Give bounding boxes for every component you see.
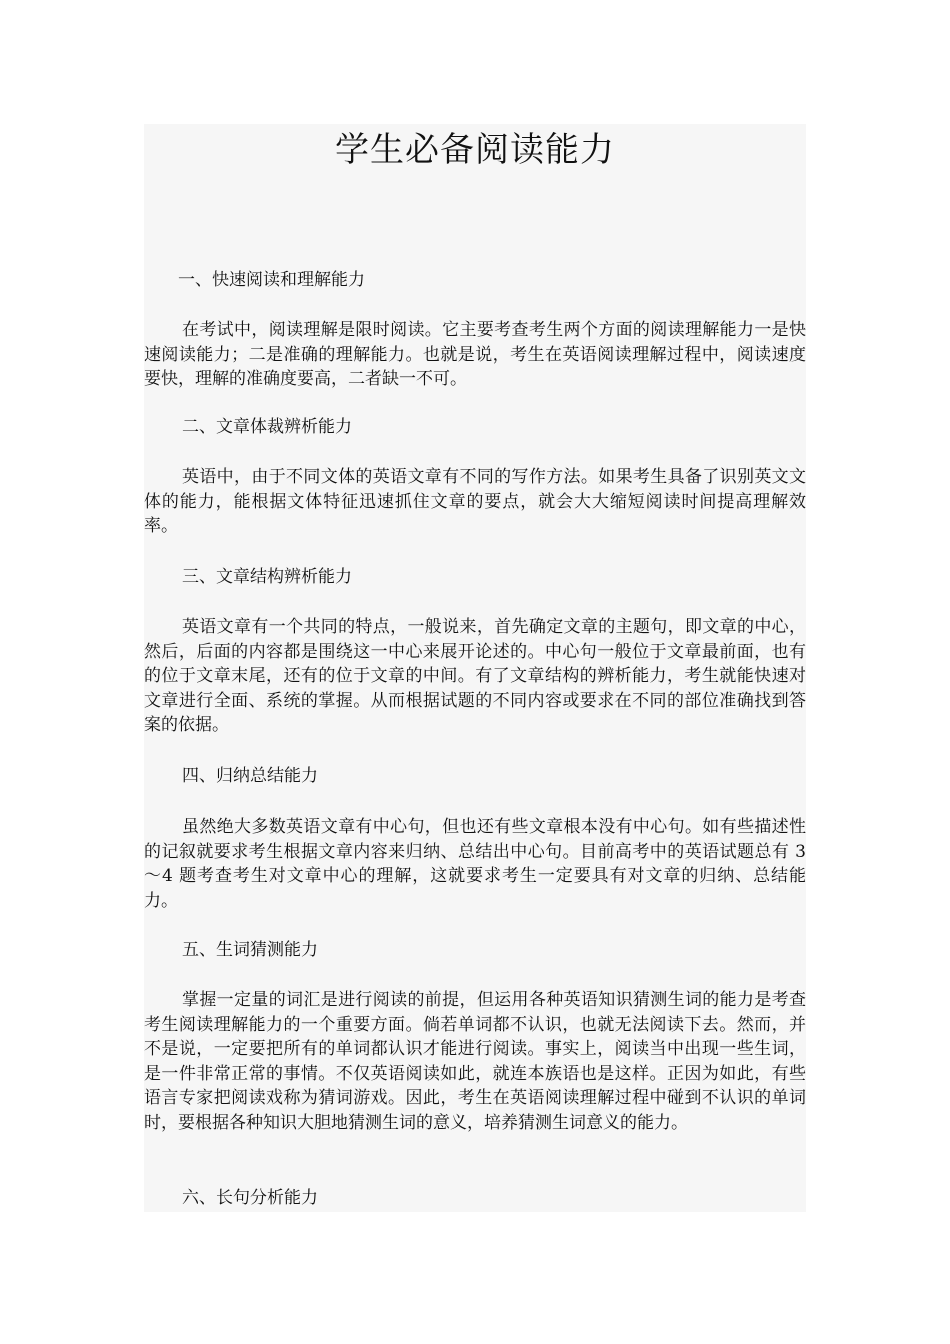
section-body-1: 在考试中，阅读理解是限时阅读。它主要考查考生两个方面的阅读理解能力一是快速阅读能力；二是准确的理解能力。也就是说，考生在英语阅读理解过程中，阅读速度要快，理解的准确度要高，二者缺一不可。 (144, 320, 806, 390)
document-page (144, 124, 806, 1212)
section-heading-3: 三、文章结构辨析能力 (182, 567, 352, 587)
section-heading-1: 一、快速阅读和理解能力 (178, 270, 365, 290)
section-body-2: 英语中，由于不同文体的英语文章有不同的写作方法。如果考生具备了识别英文文体的能力，能根据文体特征迅速抓住文章的要点，就会大大缩短阅读时间提高理解效率。 (144, 467, 806, 537)
section-heading-2: 二、文章体裁辨析能力 (182, 417, 352, 437)
document-title: 学生必备阅读能力 (335, 130, 615, 170)
section-heading-6: 六、长句分析能力 (182, 1188, 318, 1208)
section-body-3: 英语文章有一个共同的特点，一般说来，首先确定文章的主题句，即文章的中心，然后，后面的内容都是围绕这一中心来展开论述的。中心句一般位于文章最前面，也有的位于文章末尾，还有的位于文章的中间。有了文章结构的辨析能力，考生就能快速对文章进行全面、系统的掌握。从而根据试题的不同内容或要求在不同的部位准确找到答案的依据。 (144, 617, 806, 736)
section-body-4: 虽然绝大多数英语文章有中心句，但也还有些文章根本没有中心句。如有些描述性的记叙就要求考生根据文章内容来归纳、总结出中心句。目前高考中的英语试题总有 3～4 题考查考生对文章中心的理解，这就要求考生一定要具有对文章的归纳、总结能力。 (144, 817, 806, 911)
section-body-5: 掌握一定量的词汇是进行阅读的前提，但运用各种英语知识猜测生词的能力是考查考生阅读理解能力的一个重要方面。倘若单词都不认识，也就无法阅读下去。然而，并不是说，一定要把所有的单词都认识才能进行阅读。事实上，阅读当中出现一些生词，是一件非常正常的事情。不仅英语阅读如此，就连本族语也是这样。正因为如此，有些语言专家把阅读戏称为猜词游戏。因此，考生在英语阅读理解过程中碰到不认识的单词时，要根据各种知识大胆地猜测生词的意义，培养猜测生词意义的能力。 (144, 990, 806, 1133)
section-heading-5: 五、生词猜测能力 (182, 940, 318, 960)
section-heading-4: 四、归纳总结能力 (182, 766, 318, 786)
